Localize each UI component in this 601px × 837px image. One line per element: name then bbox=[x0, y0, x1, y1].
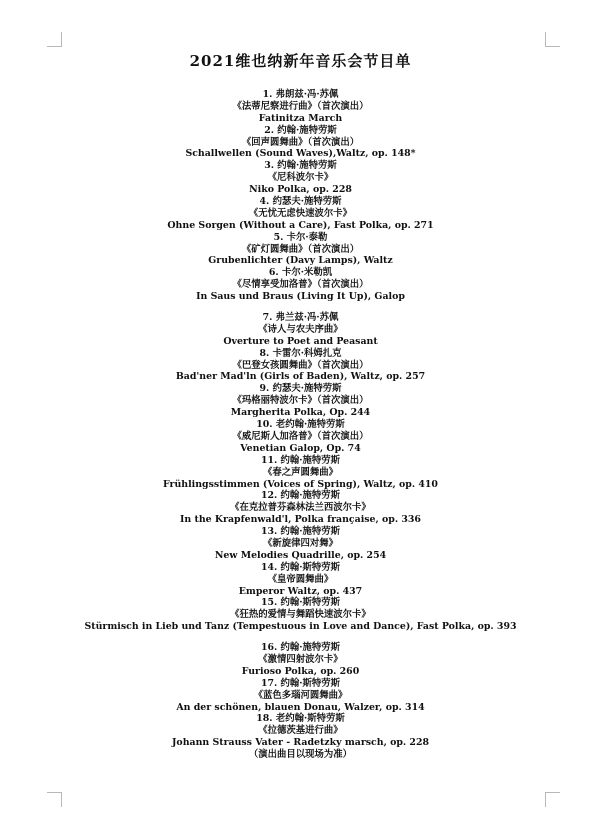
composer-line: 2. 约翰·施特劳斯 bbox=[264, 124, 337, 136]
english-title-line: Ohne Sorgen (Without a Care), Fast Polka, op. 271 bbox=[167, 219, 434, 231]
program-item bbox=[0, 267, 601, 303]
english-title-line: Margherita Polka, Op. 244 bbox=[230, 407, 371, 419]
page-corner-mark-top-left bbox=[47, 32, 62, 47]
page-corner-mark-bottom-left bbox=[47, 792, 62, 807]
document-title: 2021维也纳新年音乐会节目单 bbox=[189, 52, 412, 70]
composer-line: 10. 老约翰·施特劳斯 bbox=[256, 419, 345, 431]
program-item bbox=[0, 383, 601, 419]
section-spacer bbox=[0, 303, 601, 312]
english-title-line: In Saus und Braus (Living It Up), Galop bbox=[196, 291, 405, 303]
composer-line: 3. 约翰·施特劳斯 bbox=[264, 160, 337, 172]
chinese-title-line: 《无忧无虑快速波尔卡》 bbox=[248, 207, 353, 219]
composer-line: 12. 约翰·施特劳斯 bbox=[260, 490, 341, 502]
english-title-line: Stürmisch in Lieb und Tanz (Tempestuous in Love and Dance), Fast Polka, op. 393 bbox=[84, 621, 517, 633]
program-section-2 bbox=[0, 312, 601, 633]
program-item bbox=[0, 232, 601, 268]
chinese-title-line: 《巴登女孩圆舞曲》（首次演出） bbox=[232, 359, 369, 371]
program-item bbox=[0, 713, 601, 749]
program-item bbox=[0, 490, 601, 526]
composer-line: 5. 卡尔·泰勒 bbox=[273, 231, 328, 243]
english-title-line: Grubenlichter (Davy Lamps), Waltz bbox=[208, 255, 393, 267]
chinese-title-line: 《回声圆舞曲》（首次演出） bbox=[241, 136, 360, 148]
program-section-1 bbox=[0, 89, 601, 303]
composer-line: 1. 弗朗兹·冯·苏佩 bbox=[262, 89, 339, 100]
chinese-title-line: 《狂热的爱情与舞蹈快速波尔卡》 bbox=[230, 609, 371, 621]
chinese-title-line: 《春之声圆舞曲》 bbox=[262, 466, 338, 478]
chinese-title-line: 《诗人与农夫序曲》 bbox=[258, 323, 343, 335]
program-list bbox=[0, 89, 601, 761]
program-item bbox=[0, 562, 601, 598]
english-title-line: In the Krapfenwald'l, Polka française, op. 336 bbox=[180, 514, 421, 526]
english-title-line: New Melodies Quadrille, op. 254 bbox=[214, 549, 387, 561]
program-item bbox=[0, 160, 601, 196]
chinese-title-line: 《拉德茨基进行曲》 bbox=[258, 725, 343, 737]
composer-line: 6. 卡尔·米勒凯 bbox=[268, 267, 333, 279]
program-item bbox=[0, 348, 601, 384]
program-item bbox=[0, 419, 601, 455]
page-corner-mark-top-right bbox=[545, 32, 560, 47]
composer-line: 14. 约翰·斯特劳斯 bbox=[260, 561, 341, 573]
chinese-title-line: 《激情四射波尔卡》 bbox=[258, 653, 343, 665]
english-title-line: Venetian Galop, Op. 74 bbox=[240, 442, 361, 454]
composer-line: 7. 弗兰兹·冯·苏佩 bbox=[262, 312, 339, 324]
chinese-title-line: 《矿灯圆舞曲》（首次演出） bbox=[241, 243, 360, 255]
program-item bbox=[0, 125, 601, 161]
program-item bbox=[0, 196, 601, 232]
chinese-title-line: 《新旋律四对舞》 bbox=[262, 537, 338, 549]
english-title-line: Emperor Waltz, op. 437 bbox=[238, 585, 363, 597]
chinese-title-line: 《尽情享受加洛普》（首次演出） bbox=[232, 279, 369, 291]
composer-line: 17. 约翰·斯特劳斯 bbox=[260, 677, 341, 689]
chinese-title-line: 《法蒂尼察进行曲》（首次演出） bbox=[232, 100, 369, 112]
english-title-line: Frühlingsstimmen (Voices of Spring), Waltz, op. 410 bbox=[163, 478, 438, 490]
program-item bbox=[0, 597, 601, 633]
program-item bbox=[0, 455, 601, 491]
chinese-title-line: 《在克拉普芬森林法兰西波尔卡》 bbox=[230, 502, 371, 514]
composer-line: 9. 约瑟夫·施特劳斯 bbox=[259, 383, 342, 395]
chinese-title-line: 《威尼斯人加洛普》（首次演出） bbox=[232, 430, 369, 442]
english-title-line: Niko Polka, op. 228 bbox=[249, 184, 352, 196]
footer-note: （演出曲目以现场为准） bbox=[248, 749, 353, 761]
composer-line: 16. 约翰·施特劳斯 bbox=[260, 642, 341, 654]
english-title-line: Johann Strauss Vater - Radetzky marsch, op. 228 bbox=[172, 737, 429, 749]
english-title-line: Overture to Poet and Peasant bbox=[223, 335, 378, 347]
chinese-title-line: 《尼科波尔卡》 bbox=[267, 172, 334, 184]
composer-line: 4. 约瑟夫·施特劳斯 bbox=[259, 196, 342, 208]
program-section-3 bbox=[0, 642, 601, 761]
chinese-title-line: 《玛格丽特波尔卡》（首次演出） bbox=[232, 395, 369, 407]
composer-line: 15. 约翰·斯特劳斯 bbox=[260, 597, 341, 609]
chinese-title-line: 《皇帝圆舞曲》 bbox=[267, 573, 334, 585]
program-item bbox=[0, 678, 601, 714]
composer-line: 8. 卡雷尔·科姆扎克 bbox=[259, 347, 342, 359]
chinese-title-line: 《蓝色多瑙河圆舞曲》 bbox=[253, 689, 348, 701]
english-title-line: An der schönen, blauen Donau, Walzer, op. 314 bbox=[176, 701, 425, 713]
program-item bbox=[0, 526, 601, 562]
english-title-line: Bad'ner Mad'ln (Girls of Baden), Waltz, op. 257 bbox=[175, 371, 426, 383]
composer-line: 13. 约翰·施特劳斯 bbox=[260, 526, 341, 538]
program-item bbox=[0, 89, 601, 125]
section-spacer bbox=[0, 633, 601, 642]
english-title-line: Furioso Polka, op. 260 bbox=[241, 665, 360, 677]
page-corner-mark-bottom-right bbox=[545, 792, 560, 807]
program-item bbox=[0, 312, 601, 348]
english-title-line: Fatinitza March bbox=[258, 112, 343, 124]
composer-line: 11. 约翰·施特劳斯 bbox=[260, 454, 341, 466]
composer-line: 18. 老约翰·斯特劳斯 bbox=[256, 713, 345, 725]
program-item bbox=[0, 642, 601, 678]
english-title-line: Schallwellen (Sound Waves),Waltz, op. 148* bbox=[185, 148, 416, 160]
